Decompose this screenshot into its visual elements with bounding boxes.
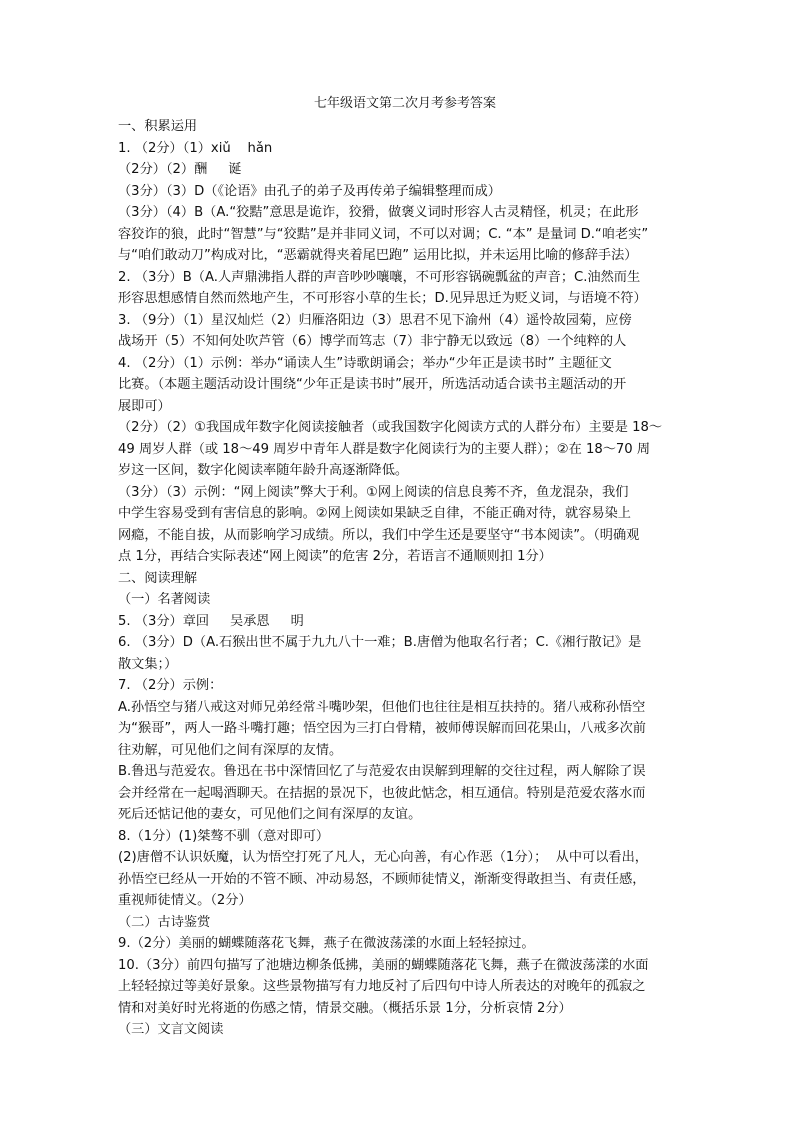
text-line: 2. （3分）B（A.人声鼎沸指人群的声音吵吵嚷嚷，不可形容锅碗瓢盆的声音；C.油然而生	[118, 269, 641, 285]
text-line: 战场开（5）不知何处吹芦管（6）博学而笃志（7）非宁静无以致远（8）一个纯粹的人	[118, 334, 627, 349]
text-line: 容狡诈的狼，此时“智慧”与“狡黠”是并非同义词，不可以对调；C. “本” 是量词 D.“咱老实”	[118, 226, 649, 242]
text-line: （2分）（2）酬 诞	[118, 162, 242, 177]
text-line: 6. （3分）D（A.石猴出世不属于九九八十一难；B.唐僧为他取名行者；C.《湘行散记》是	[118, 635, 642, 650]
text-line: (2)唐僧不认识妖魔，认为悟空打死了凡人，无心向善，有心作恶（1分）； 从中可以看出，	[118, 850, 648, 865]
text-line: 二、阅读理解	[118, 570, 198, 586]
text-line: 与“咱们敢动刀”构成对比，“恶霸就得夹着尾巴跑” 运用比拟，并未运用比喻的修辞手法）	[118, 248, 638, 263]
answer-document	[118, 94, 692, 1041]
text-line: 4. （2分）（1）示例：举办“诵读人生”诗歌朗诵会；举办“少年正是读书时” 主题征文	[118, 355, 612, 371]
text-line: 中学生容易受到有害信息的影响。②网上阅读如果缺乏自律，不能正确对待，就容易染上	[118, 506, 631, 521]
text-line: 展即可）	[118, 398, 171, 414]
text-line: 9.（2分）美丽的蝴蝶随落花飞舞，燕子在微波荡漾的水面上轻轻掠过。	[118, 936, 535, 951]
text-line: A.孙悟空与猪八戒这对师兄弟经常斗嘴吵架，但他们也往往是相互扶持的。猪八戒称孙悟空	[118, 699, 646, 715]
text-line: 岁这一区间，数字化阅读率随年龄升高逐渐降低。	[118, 463, 409, 478]
text-line: 1. （2分）（1）xiǔ hǎn	[118, 140, 273, 156]
text-line: 3. （9分）（1）星汉灿烂（2）归雁洛阳边（3）思君不见下渝州（4）遥怜故园菊，应傍	[118, 312, 632, 328]
text-line: 会并经常在一起喝酒聊天。在拮据的景况下，也彼此惦念，相互通信。特别是范爱农落水而	[118, 785, 646, 801]
text-line: B.鲁迅与范爱农。鲁迅在书中深情回忆了与范爱农由误解到理解的交往过程，两人解除了误	[118, 764, 646, 779]
text-line: 形容思想感情自然而然地产生，不可形容小草的生长；D.见异思迁为贬义词，与语境不符）	[118, 291, 647, 306]
document-title: 七年级语文第二次月考参考答案	[313, 96, 496, 111]
text-line: 为“猴哥”，两人一路斗嘴打趣；悟空因为三打白骨精，被师傅误解而回花果山，八戒多次前	[118, 721, 646, 736]
text-line: 孙悟空已经从一开始的不管不顾、冲动易怒，不顾师徒情义，渐渐变得敢担当、有责任感，	[118, 871, 646, 887]
text-line: 比赛。（本题主题活动设计围绕“少年正是读书时”展开，所选活动适合读书主题活动的开	[118, 377, 627, 392]
text-line: 上轻轻掠过等美好景象。这些景物描写有力地反衬了后四句中诗人所表达的对晚年的孤寂之	[118, 979, 646, 994]
text-line: 情和对美好时光将逝的伤感之情，情景交融。（概括乐景 1分，分析哀情 2分）	[118, 1000, 572, 1016]
text-line: 网瘾，不能自拔，从而影响学习成绩。所以，我们中学生还是要坚守“书本阅读”。（明确观	[118, 527, 640, 543]
text-line: （3分）（3）D（《论语》由孔子的弟子及再传弟子编辑整理而成）	[118, 183, 501, 199]
text-line: 一、积累运用	[118, 119, 198, 134]
text-line: 散文集；）	[118, 656, 178, 672]
text-line: 5. （3分）章回 吴承恩 明	[118, 613, 304, 629]
text-line: 死后还惦记他的妻女，可见他们之间有深厚的友谊。	[118, 807, 422, 822]
document-body	[118, 116, 692, 1041]
text-line: 点 1分，再结合实际表述“网上阅读”的危害 2分，若语言不通顺则扣 1分）	[118, 549, 552, 564]
text-line: 往劝解，可见他们之间有深厚的友情。	[118, 742, 343, 758]
text-line: （3分）（4）B（A.“狡黠”意思是诡诈，狡猾，做褒义词时形容人古灵精怪，机灵；在此形	[118, 205, 639, 220]
text-line: （3分）（3）示例：“网上阅读”弊大于利。①网上阅读的信息良莠不齐，鱼龙混杂，我们	[118, 484, 629, 500]
text-line: （二）古诗鉴赏	[118, 914, 211, 930]
text-line: 7. （2分）示例：	[118, 678, 223, 693]
text-line: 49 周岁人群（或 18～49 周岁中青年人群是数字化阅读行为的主要人群）；②在 18～70 周	[118, 441, 651, 457]
text-line: （一）名著阅读	[118, 592, 211, 607]
text-line: 10.（3分）前四句描写了池塘边柳条低拂，美丽的蝴蝶随落花飞舞，燕子在微波荡漾的水面	[118, 957, 649, 973]
text-line: 8.（1分）(1)桀骜不驯（意对即可）	[118, 828, 330, 844]
text-line: 重视师徒情义。（2分）	[118, 893, 252, 908]
text-line: （2分）（2）①我国成年数字化阅读接触者（或我国数字化阅读方式的人群分布）主要是 18～	[118, 420, 663, 435]
text-line: （三）文言文阅读	[118, 1022, 224, 1037]
